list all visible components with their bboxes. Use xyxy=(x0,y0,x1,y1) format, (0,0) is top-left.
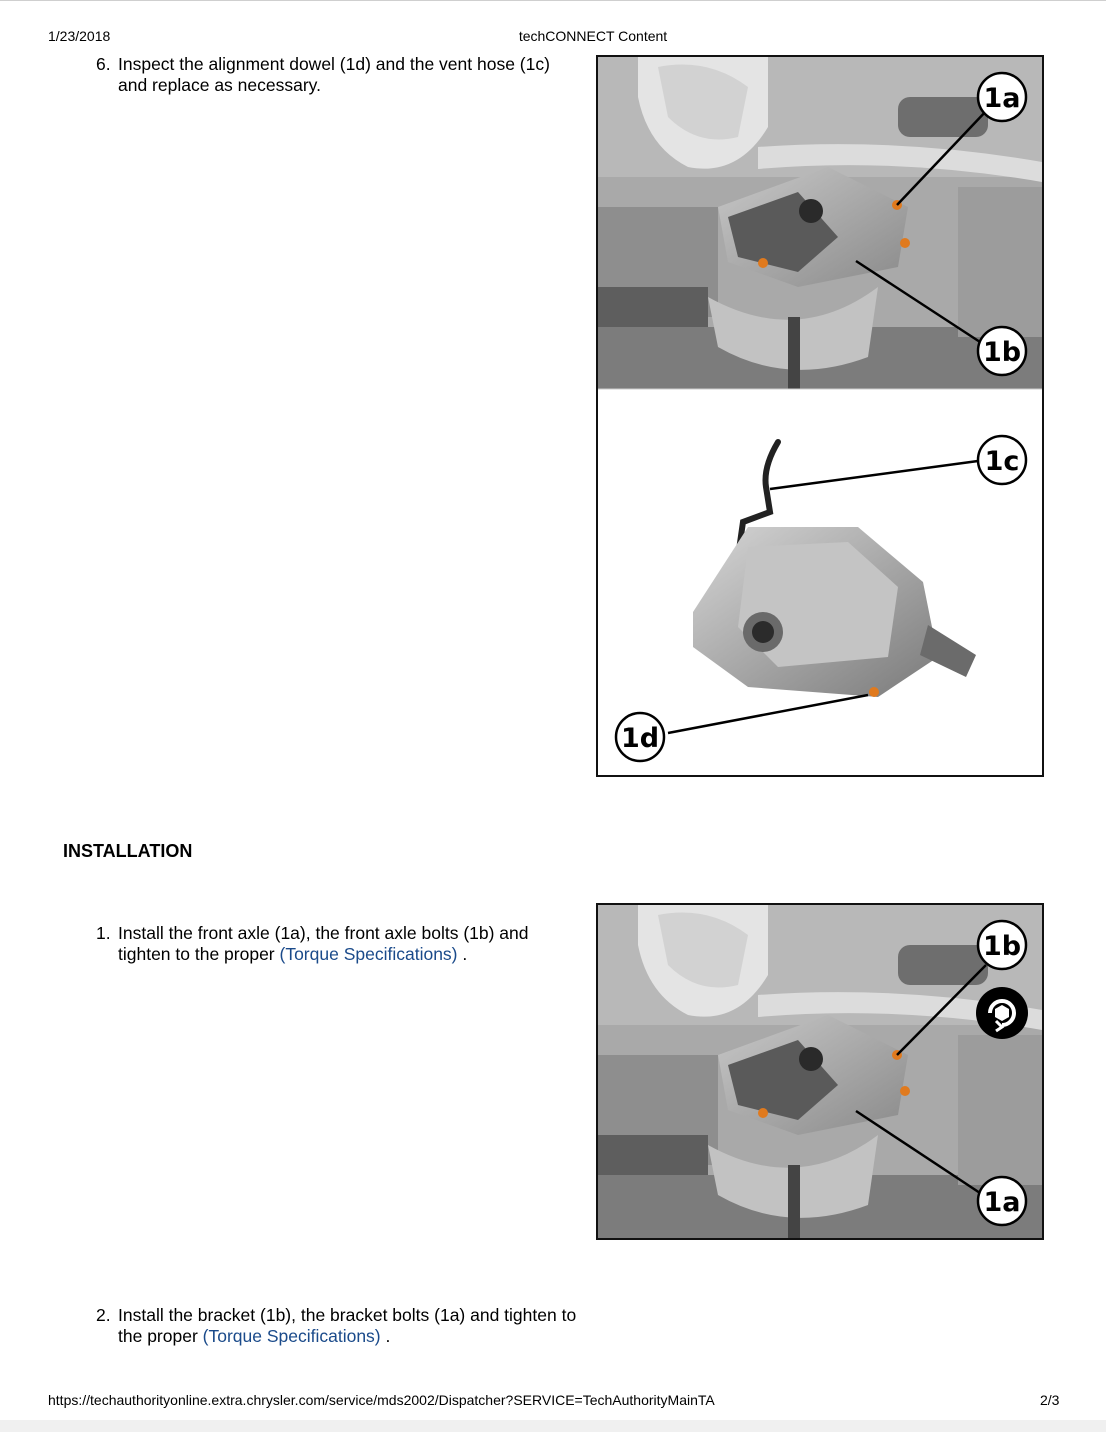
figure-axle-installation xyxy=(596,903,1044,1240)
print-date: 1/23/2018 xyxy=(48,28,111,44)
callout-1b xyxy=(978,327,1026,375)
illustration-axle-component xyxy=(668,442,978,733)
step-number: 6. xyxy=(96,54,111,74)
figure-axle-inspection xyxy=(596,55,1044,777)
bottom-band xyxy=(0,1420,1106,1432)
callout-1d xyxy=(616,713,664,761)
callout-1c xyxy=(978,436,1026,484)
callout-1a xyxy=(978,73,1026,121)
step-text-line1: Install the bracket (1b), the bracket bolts (1a) and tighten to xyxy=(118,1305,577,1325)
svg-text:1d: 1d xyxy=(620,723,660,754)
photo-vehicle-underside xyxy=(598,57,1042,389)
step-text-line2: and replace as necessary. xyxy=(118,75,321,95)
step-number: 2. xyxy=(96,1305,111,1325)
svg-text:1c: 1c xyxy=(984,446,1020,477)
step-number: 1. xyxy=(96,923,111,943)
photo-vehicle-underside xyxy=(598,905,1042,1238)
step-text-line1: Install the front axle (1a), the front axle bolts (1b) and xyxy=(118,923,529,943)
top-border xyxy=(0,0,1106,1)
svg-text:1a: 1a xyxy=(983,1187,1021,1218)
torque-specifications-link[interactable]: (Torque Specifications) xyxy=(202,1326,381,1346)
document-title: techCONNECT Content xyxy=(518,28,668,44)
callout-1b xyxy=(978,921,1026,969)
step-text-line2: tighten to the proper (Torque Specifications) . xyxy=(118,944,468,964)
torque-specifications-link[interactable]: (Torque Specifications) xyxy=(279,944,458,964)
svg-text:1b: 1b xyxy=(982,931,1022,962)
step-text-line1: Inspect the alignment dowel (1d) and the vent hose (1c) xyxy=(118,54,550,74)
svg-text:1b: 1b xyxy=(982,337,1022,368)
page-number: 2/3 xyxy=(1040,1392,1060,1408)
section-heading-installation: INSTALLATION xyxy=(63,841,193,861)
callout-1a xyxy=(978,1177,1026,1225)
torque-wrench-icon xyxy=(976,987,1028,1039)
step-text-line2: the proper (Torque Specifications) . xyxy=(118,1326,391,1346)
footer-url: https://techauthorityonline.extra.chrysler.com/service/mds2002/Dispatcher?SERVICE=TechAuthorityMainTA xyxy=(48,1392,715,1408)
svg-text:1a: 1a xyxy=(983,83,1021,114)
